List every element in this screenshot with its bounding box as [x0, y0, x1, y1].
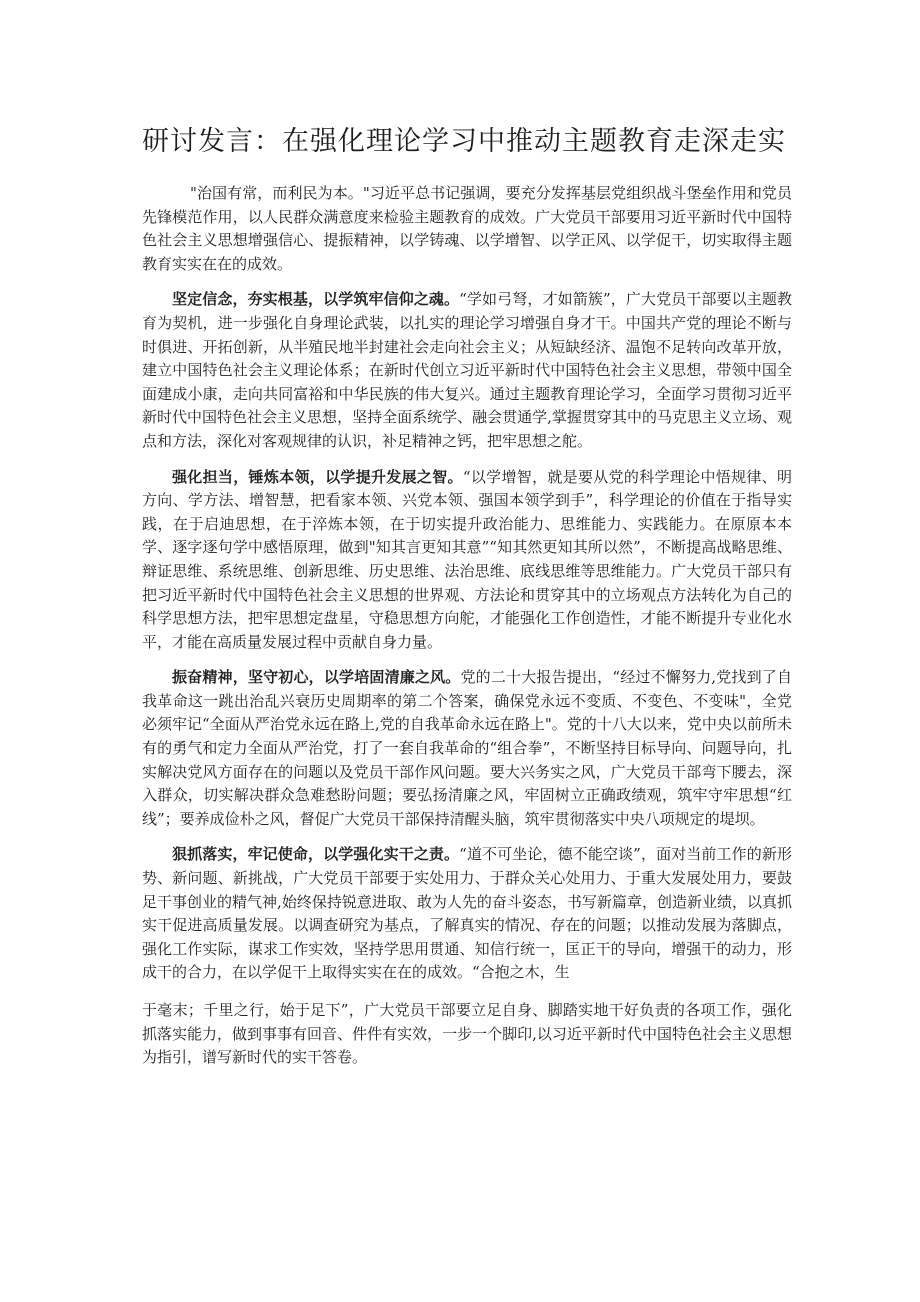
paragraph-lead: 坚定信念，夯实根基，以学筑牢信仰之魂。 [172, 290, 460, 309]
paragraph-lead: 振奋精神，坚守初心，以学培固清廉之风。 [172, 668, 461, 687]
paragraph-text: “学如弓弩，才如箭簇”，广大党员干部要以主题教育为契机，进一步强化自身理论武装，以扎实的理论学习增强自身才干。中国共产党的理论不断与时俱进、开拓创新，从半殖民地半封建社会走向社会主义；从短缺经济、温饱不足转向改革开放，建立中国特色社会主义理论体系；在新时代创立习近平新时代中国特色社会主义思想，带领中国全面建成小康，走向共同富裕和中华民族的伟大复兴。通过主题教育理论学习，全面学习贯彻习近平新时代中国特色社会主义思想，坚持全面系统学、融会贯通学,掌握贯穿其中的马克思主义立场、观点和方法，深化对客观规律的认识，补足精神之钙，把牢思想之舵。 [142, 290, 792, 450]
paragraph-text: “道不可坐论，德不能空谈”，面对当前工作的新形势、新问题、新挑战，广大党员干部要于实处用力、于群众关心处用力、于重大发展处用力，要鼓足干事创业的精气神,始终保持锐意进取、敢为人先的奋斗姿态，书写新篇章，创造新业绩，以真抓实干促进高质量发展。以调查研究为基点，了解真实的情况、存在的问题；以推动发展为落脚点，强化工作实际，谋求工作实效，坚持学思用贯通、知信行统一，匡正干的导向，增强干的动力，形成干的合力，在以学促干上取得实实在在的成效。“合抱之木，生 [142, 845, 792, 982]
section-paragraph-faith [142, 288, 792, 453]
paragraph-lead: 强化担当，锤炼本领，以学提升发展之智。 [172, 467, 463, 486]
intro-paragraph [142, 182, 792, 276]
paragraph-text: 于毫末；千里之行，始于足下”，广大党员干部要立足自身、脚踏实地干好负责的各项工作，强化抓落实能力，做到事事有回音、件件有实效，一步一个脚印,以习近平新时代中国特色社会主义思想为指引，谱写新时代的实干答卷。 [142, 1001, 792, 1067]
section-paragraph-integrity [142, 666, 792, 831]
document-page [142, 122, 792, 1082]
document-title: 研讨发言：在强化理论学习中推动主题教育走深走实 [142, 126, 786, 157]
paragraph-text: 党的二十大报告提出，“经过不懈努力,党找到了自我革命这一跳出治乱兴衰历史周期率的第二个答案，确保党永远不变质、不变色、不变味"，全党必须牢记“全面从严治党永远在路上,党的自我革命永远在路上"。党的十八大以来，党中央以前所未有的勇气和定力全面从严治党，打了一套自我革命的“组合拳”，不断坚持目标导向、问题导向，扎实解决党风方面存在的问题以及党员干部作风问题。要大兴务实之风，广大党员干部弯下腰去，深入群众，切实解决群众急难愁盼问题；要弘扬清廉之风，牢固树立正确政绩观，筑牢守牢思想“红线”；要养成俭朴之风，督促广大党员干部保持清醒头脑，筑牢贯彻落实中央八项规定的堤坝。 [142, 668, 792, 828]
paragraph-text: "治国有常，而利民为本。"习近平总书记强调，要充分发挥基层党组织战斗堡垒作用和党员先锋模范作用，以人民群众满意度来检验主题教育的成效。广大党员干部要用习近平新时代中国特色社会主义思想增强信心、提振精神，以学铸魂、以学增智、以学正风、以学促干，切实取得主题教育实实在在的成效。 [142, 184, 792, 273]
paragraph-lead: 狠抓落实，牢记使命，以学强化实干之责。 [172, 845, 460, 864]
section-paragraph-wisdom [142, 466, 792, 655]
section-paragraph-action [142, 843, 792, 985]
paragraph-text: “以学增智，就是要从党的科学理论中悟规律、明方向、学方法、增智慧，把看家本领、兴党本领、强国本领学到手”，科学理论的价值在于指导实践，在于启迪思想，在于淬炼本领，在于切实提升政治能力、思维能力、实践能力。在原原本本学、逐字逐句学中感悟原理，做到"知其言更知其意”“知其然更知其所以然”，不断提高战略思维、辩证思维、系统思维、创新思维、历史思维、法治思维、底线思维等思维能力。广大党员干部只有把习近平新时代中国特色社会主义思想的世界观、方法论和贯穿其中的立场观点方法转化为自己的科学思想方法，把牢思想定盘星，守稳思想方向舵，才能强化工作创造性，才能不断提升专业化水平，才能在高质量发展过程中贡献自身力量。 [142, 467, 792, 651]
closing-paragraph [142, 999, 792, 1070]
